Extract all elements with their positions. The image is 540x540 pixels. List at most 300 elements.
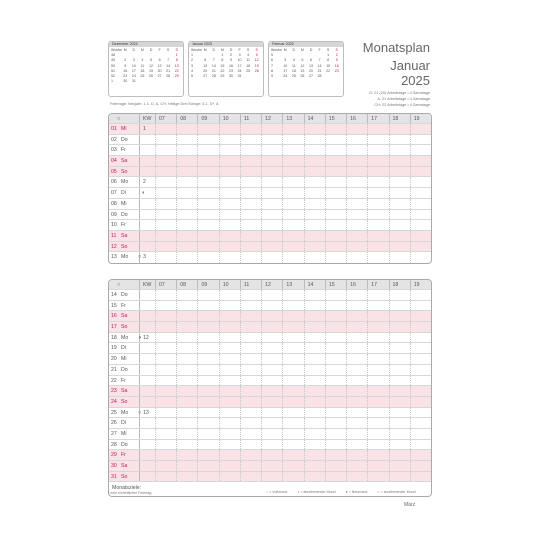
footnote: * kein einheitlicher Feiertag — [108, 491, 152, 495]
weekday-label: So — [121, 243, 128, 250]
hour-divider — [410, 461, 411, 471]
hour-divider — [176, 124, 177, 134]
hour-divider — [197, 156, 198, 166]
hour-divider — [304, 231, 305, 241]
hour-divider — [219, 156, 220, 166]
hour-divider — [346, 311, 347, 321]
weekday-label: Sa — [121, 463, 128, 469]
mini-day: 25 — [246, 68, 251, 73]
mini-day: 12 — [300, 63, 305, 68]
hour-divider — [346, 450, 347, 460]
week-number — [139, 376, 155, 386]
day-row — [109, 408, 431, 419]
hour-divider — [282, 167, 283, 177]
mini-weekday-label: M — [203, 48, 207, 52]
hour-divider — [410, 220, 411, 230]
hour-divider — [389, 472, 390, 482]
mini-week-number: 9 — [271, 74, 273, 79]
mini-day: 15 — [326, 63, 331, 68]
hour-divider — [197, 220, 198, 230]
kw-header: KW — [139, 280, 155, 289]
hour-divider — [389, 124, 390, 134]
hour-divider — [219, 472, 220, 482]
hour-divider — [219, 177, 220, 187]
hour-divider — [240, 322, 241, 332]
hour-divider — [176, 156, 177, 166]
week-number — [139, 311, 155, 321]
hour-divider — [282, 354, 283, 364]
hour-divider — [282, 343, 283, 353]
hour-divider — [282, 311, 283, 321]
hour-divider — [282, 220, 283, 230]
hour-divider — [410, 124, 411, 134]
hour-divider — [219, 343, 220, 353]
hour-divider — [304, 177, 305, 187]
mini-day: 26 — [254, 68, 259, 73]
hour-divider — [155, 188, 156, 198]
hour-divider — [155, 461, 156, 471]
hour-divider — [176, 135, 177, 145]
kw-header: KW — [139, 114, 155, 123]
hour-divider — [197, 231, 198, 241]
hour-columns — [155, 231, 431, 241]
day-number: 21 — [111, 366, 117, 373]
day-planner-part1 — [108, 113, 432, 264]
hour-divider — [325, 376, 326, 386]
hour-divider — [346, 220, 347, 230]
hour-divider — [325, 210, 326, 220]
hour-divider — [325, 145, 326, 155]
mini-day: 7 — [167, 58, 170, 63]
hour-divider — [389, 188, 390, 198]
day-row — [109, 156, 431, 167]
hour-divider — [304, 156, 305, 166]
week-number — [139, 397, 155, 407]
hour-columns — [155, 354, 431, 364]
hour-divider — [282, 301, 283, 311]
hour-divider — [261, 450, 262, 460]
hour-divider — [197, 188, 198, 198]
moon-legend-text: = Vollmond — [268, 490, 288, 494]
mini-day: 9 — [229, 58, 232, 63]
weekday-label: Do — [121, 211, 128, 218]
hour-divider — [240, 188, 241, 198]
hour-columns — [155, 145, 431, 155]
mini-weekday-label: M — [300, 48, 304, 52]
hour-divider — [325, 472, 326, 482]
hour-divider — [176, 343, 177, 353]
mini-day: 19 — [300, 68, 305, 73]
hour-divider — [155, 301, 156, 311]
hour-label: 13 — [286, 282, 293, 288]
mini-weekday-label: F — [318, 48, 321, 52]
mini-day: 10 — [131, 63, 136, 68]
mini-day: 3 — [238, 53, 241, 58]
hour-divider — [304, 386, 305, 396]
hour-divider — [261, 199, 262, 209]
hour-divider — [325, 311, 326, 321]
hour-columns — [155, 397, 431, 407]
mini-day: 14 — [166, 63, 171, 68]
hour-divider — [176, 408, 177, 418]
hour-divider — [325, 365, 326, 375]
moon-phase-icon: ○ — [138, 409, 142, 416]
weekday-label: Fr — [121, 222, 126, 229]
hour-divider — [261, 354, 262, 364]
hour-divider — [346, 440, 347, 450]
weekday-label: So — [121, 168, 128, 175]
day-number: 09 — [111, 211, 117, 218]
hour-label: 17 — [371, 116, 378, 122]
moon-legend-text: = zunehmender Mond — [379, 490, 416, 494]
hour-divider — [367, 290, 368, 300]
hour-divider — [176, 210, 177, 220]
moon-legend-text: = Neumond — [347, 490, 368, 494]
hour-divider — [304, 135, 305, 145]
mini-day: 12 — [254, 58, 259, 63]
mini-weekday-label: M — [140, 48, 144, 52]
mini-day: 3 — [132, 58, 135, 63]
hour-columns — [155, 365, 431, 375]
hour-divider — [197, 333, 198, 343]
hour-divider — [176, 440, 177, 450]
day-row — [109, 333, 431, 344]
hour-divider — [155, 124, 156, 134]
mini-day: 31 — [131, 79, 136, 84]
hour-divider — [389, 311, 390, 321]
hour-divider — [325, 354, 326, 364]
mini-day: 9 — [335, 58, 338, 63]
hour-divider — [346, 188, 347, 198]
hour-divider — [367, 252, 368, 263]
hour-divider — [282, 322, 283, 332]
mini-day: 1 — [327, 53, 330, 58]
hour-divider — [197, 354, 198, 364]
hour-divider — [219, 418, 220, 428]
hour-divider — [176, 333, 177, 343]
hour-label: 15 — [328, 282, 335, 288]
day-row — [109, 440, 431, 451]
hour-divider — [389, 450, 390, 460]
hour-divider — [197, 418, 198, 428]
hour-divider — [346, 145, 347, 155]
weekday-label: Fr — [121, 377, 126, 384]
hour-divider — [155, 354, 156, 364]
day-number: 24 — [111, 398, 117, 405]
hour-divider — [346, 301, 347, 311]
mini-weekday-label: M — [220, 48, 224, 52]
mini-week-number: 7 — [271, 63, 273, 68]
hour-divider — [389, 135, 390, 145]
hour-divider — [325, 135, 326, 145]
hour-divider — [219, 376, 220, 386]
week-number — [139, 135, 155, 145]
hour-divider — [240, 124, 241, 134]
week-number — [139, 440, 155, 450]
hour-divider — [304, 199, 305, 209]
hour-divider — [240, 311, 241, 321]
hour-divider — [219, 354, 220, 364]
mini-day: 6 — [204, 58, 207, 63]
hour-label: 19 — [413, 116, 420, 122]
mini-week-number: 51 — [111, 68, 115, 73]
hour-divider — [219, 397, 220, 407]
mini-week-number: 52 — [111, 74, 115, 79]
day-row — [109, 220, 431, 231]
hour-divider — [155, 156, 156, 166]
hour-label: 09 — [201, 116, 208, 122]
hour-divider — [304, 210, 305, 220]
hour-divider — [240, 210, 241, 220]
day-row — [109, 311, 431, 322]
hour-columns — [155, 199, 431, 209]
hour-divider — [389, 199, 390, 209]
hour-divider — [282, 188, 283, 198]
hour-divider — [367, 242, 368, 252]
mini-day — [155, 79, 164, 84]
hour-divider — [219, 145, 220, 155]
day-row — [109, 472, 431, 483]
day-number: 08 — [111, 200, 117, 207]
day-number: 22 — [111, 377, 117, 384]
hour-divider — [346, 343, 347, 353]
hour-divider — [410, 386, 411, 396]
mini-day: 5 — [301, 58, 304, 63]
hour-divider — [155, 220, 156, 230]
hour-divider — [410, 135, 411, 145]
mini-day: 14 — [317, 63, 322, 68]
mini-day: 2 — [124, 58, 127, 63]
hour-divider — [389, 343, 390, 353]
mini-day: 24 — [131, 74, 136, 79]
mini-day: 30 — [123, 79, 128, 84]
mini-weekday-label: F — [238, 48, 241, 52]
weekday-label: Sa — [121, 313, 128, 320]
day-row — [109, 167, 431, 178]
hour-divider — [197, 386, 198, 396]
hour-divider — [410, 354, 411, 364]
hour-divider — [304, 461, 305, 471]
day-row — [109, 177, 431, 188]
mini-day: 11 — [140, 63, 145, 68]
hour-label: 19 — [413, 282, 420, 288]
mini-calendar-grid — [109, 47, 183, 84]
mini-day: 12 — [148, 63, 153, 68]
mini-week-number: 1 — [191, 53, 193, 58]
day-number: 16 — [111, 313, 117, 320]
day-number: 29 — [111, 452, 117, 459]
hour-columns — [155, 242, 431, 252]
week-number — [139, 450, 155, 460]
mini-day — [164, 79, 173, 84]
hour-columns — [155, 124, 431, 134]
weekday-label: So — [121, 473, 128, 480]
mini-week-number: 48 — [111, 53, 115, 58]
hour-divider — [282, 450, 283, 460]
hour-divider — [367, 210, 368, 220]
hour-divider — [197, 397, 198, 407]
hour-divider — [346, 156, 347, 166]
hour-divider — [176, 199, 177, 209]
page-title-line1: Monatsplan — [362, 40, 430, 55]
hour-divider — [261, 177, 262, 187]
weekday-label: So — [121, 324, 128, 331]
hour-divider — [282, 145, 283, 155]
hour-divider — [389, 461, 390, 471]
mini-week-number: 4 — [191, 68, 193, 73]
hour-divider — [261, 386, 262, 396]
hour-divider — [219, 199, 220, 209]
mini-weekday-label: D — [132, 48, 136, 52]
hour-divider — [197, 322, 198, 332]
hour-divider — [367, 311, 368, 321]
mini-weekday-label: S — [255, 48, 258, 52]
hour-divider — [410, 252, 411, 263]
hour-divider — [410, 376, 411, 386]
hour-divider — [389, 408, 390, 418]
mini-weekday-label: Woche — [111, 48, 123, 52]
week-number — [139, 145, 155, 155]
day-number: 18 — [111, 334, 117, 341]
moon-phase-icon: ◐ — [142, 190, 146, 197]
hour-divider — [197, 343, 198, 353]
hour-divider — [197, 135, 198, 145]
mini-weekday-label: S — [175, 48, 178, 52]
day-number: 12 — [111, 243, 117, 250]
hour-columns — [155, 322, 431, 332]
week-number: 12 — [139, 333, 155, 343]
mini-day: 29 — [220, 74, 225, 79]
hour-divider — [389, 429, 390, 439]
hour-divider — [304, 354, 305, 364]
week-number — [139, 472, 155, 482]
mini-day: 13 — [203, 63, 208, 68]
moon-column-icon: ○ — [117, 282, 121, 288]
hour-divider — [325, 167, 326, 177]
hour-divider — [410, 231, 411, 241]
hour-divider — [197, 252, 198, 263]
mini-day: 24 — [283, 74, 288, 79]
hour-divider — [346, 167, 347, 177]
mini-calendar-title: Dezember 2024 — [109, 42, 183, 47]
hour-divider — [410, 210, 411, 220]
week-number — [139, 167, 155, 177]
hour-divider — [155, 429, 156, 439]
mini-day: 20 — [157, 68, 162, 73]
hour-columns — [155, 386, 431, 396]
hour-divider — [325, 290, 326, 300]
hour-divider — [304, 188, 305, 198]
hour-divider — [325, 408, 326, 418]
weekday-label: Sa — [121, 158, 128, 165]
mini-day: 17 — [131, 68, 136, 73]
hour-label: 12 — [265, 116, 271, 122]
hour-divider — [176, 290, 177, 300]
hour-divider — [389, 365, 390, 375]
hour-divider — [282, 461, 283, 471]
hour-divider — [261, 311, 262, 321]
day-row — [109, 210, 431, 221]
hour-columns — [155, 333, 431, 343]
day-number: 13 — [111, 254, 117, 261]
hour-divider — [325, 301, 326, 311]
stats-a: A: 21 Arbeitstage • 4 Samstage — [377, 97, 430, 101]
day-number: 15 — [111, 302, 117, 309]
hour-divider — [155, 145, 156, 155]
hour-divider — [282, 199, 283, 209]
hour-divider — [367, 135, 368, 145]
week-number — [139, 290, 155, 300]
mini-calendar-title: Februar 2025 — [269, 42, 343, 47]
week-number — [139, 210, 155, 220]
moon-legend-item — [297, 490, 335, 494]
hour-divider — [219, 408, 220, 418]
hour-divider — [197, 145, 198, 155]
hour-divider — [410, 188, 411, 198]
day-row — [109, 301, 431, 312]
hour-divider — [176, 145, 177, 155]
mini-calendar-grid — [189, 47, 263, 79]
hour-divider — [261, 290, 262, 300]
hour-divider — [240, 156, 241, 166]
hour-divider — [261, 145, 262, 155]
hour-divider — [261, 440, 262, 450]
hour-divider — [261, 231, 262, 241]
mini-day — [252, 74, 261, 79]
weekday-label: Mi — [121, 200, 127, 207]
mini-day: 19 — [254, 63, 259, 68]
hour-divider — [304, 333, 305, 343]
weekday-label: Mo — [121, 179, 129, 186]
hour-divider — [367, 167, 368, 177]
hour-divider — [176, 450, 177, 460]
moon-legend-item — [266, 490, 287, 494]
mini-day: 15 — [220, 63, 225, 68]
hour-columns — [155, 188, 431, 198]
hour-divider — [346, 199, 347, 209]
hour-divider — [282, 429, 283, 439]
hour-divider — [176, 177, 177, 187]
hour-divider — [304, 290, 305, 300]
hour-label: 07 — [159, 116, 165, 122]
hour-divider — [325, 418, 326, 428]
hour-divider — [176, 376, 177, 386]
hour-divider — [155, 199, 156, 209]
mini-day: 23 — [228, 68, 233, 73]
hour-divider — [389, 354, 390, 364]
weekday-label: Di — [121, 190, 126, 197]
hour-columns — [155, 376, 431, 386]
hour-divider — [240, 333, 241, 343]
hour-divider — [389, 167, 390, 177]
hour-divider — [197, 450, 198, 460]
week-number — [139, 322, 155, 332]
mini-weekday-label: D — [212, 48, 216, 52]
hour-divider — [346, 365, 347, 375]
hour-divider — [155, 322, 156, 332]
hour-label: 11 — [243, 116, 250, 122]
mini-day: 3 — [284, 58, 287, 63]
hour-divider — [219, 461, 220, 471]
stats-d: D: 21 (20) Arbeitstage • 4 Samstage — [369, 91, 430, 95]
mini-day: 7 — [212, 58, 215, 63]
weekday-label: Mi — [121, 126, 127, 132]
hour-divider — [410, 365, 411, 375]
day-number: 23 — [111, 388, 117, 395]
hour-divider — [219, 231, 220, 241]
hour-divider — [219, 124, 220, 134]
workday-stats — [330, 90, 430, 108]
